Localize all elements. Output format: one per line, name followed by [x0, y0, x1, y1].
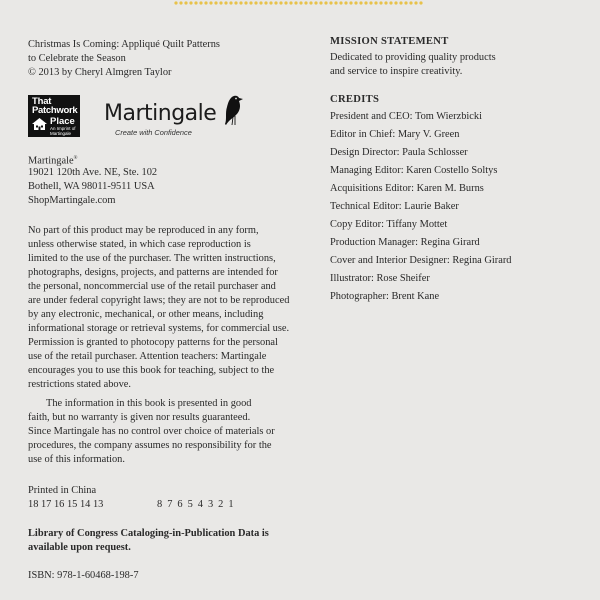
- legal-line: restrictions stated above.: [28, 379, 132, 390]
- legal-line: Permission is granted to photocopy patterns for the personal: [28, 337, 278, 348]
- legal-line: unless otherwise stated, in which case reproduction is: [28, 239, 251, 250]
- disclaimer-line: Since Martingale has no control over choice of materials or: [28, 426, 275, 437]
- credit-item: Design Director: Paula Schlosser: [330, 147, 468, 158]
- legal-line: No part of this product may be reproduced in any form,: [28, 225, 259, 236]
- legal-line: informational storage or retrieval systems, for commercial use.: [28, 323, 290, 334]
- printing-numbers: 8 7 6 5 4 3 2 1: [157, 499, 235, 510]
- legal-line: use of the retail purchaser. Attention teachers: Martingale: [28, 351, 267, 362]
- credit-item: Editor in Chief: Mary V. Green: [330, 129, 460, 140]
- disclaimer-line: use of this information.: [28, 454, 125, 465]
- martingale-logo-tagline: Create with Confidence: [115, 128, 192, 137]
- city-address: Bothell, WA 98011-9511 USA: [28, 181, 155, 192]
- legal-line: by any electronic, mechanical, or other means, including: [28, 309, 264, 320]
- website-link[interactable]: ShopMartingale.com: [28, 195, 116, 206]
- patchwork-logo-line-3: Place: [50, 116, 75, 127]
- isbn: ISBN: 978-1-60468-198-7: [28, 570, 139, 581]
- patchwork-logo-tagline: An Imprint of Martingale: [50, 126, 76, 136]
- credit-item: Copy Editor: Tiffany Mottet: [330, 219, 448, 230]
- legal-line: encourages you to use this book for teaching, subject to the: [28, 365, 275, 376]
- patchwork-logo-line-2: Patchwork: [32, 105, 78, 116]
- legal-line: limited to the use of the purchaser. The written instructions,: [28, 253, 276, 264]
- legal-line: photographs, designs, projects, and patterns are intended for: [28, 267, 278, 278]
- mission-line-1: Dedicated to providing quality products: [330, 52, 496, 63]
- legal-line: are under federal copyright laws; they are not to be reproduced: [28, 295, 290, 306]
- credit-item: Technical Editor: Laurie Baker: [330, 201, 459, 212]
- credit-item: Acquisitions Editor: Karen M. Burns: [330, 183, 484, 194]
- credit-item: Production Manager: Regina Girard: [330, 237, 480, 248]
- disclaimer-line: procedures, the company assumes no responsibility for the: [28, 440, 272, 451]
- credit-item: Managing Editor: Karen Costello Soltys: [330, 165, 498, 176]
- street-address: 19021 120th Ave. NE, Ste. 102: [28, 167, 158, 178]
- loc-line-2: available upon request.: [28, 542, 131, 553]
- mission-line-2: and service to inspire creativity.: [330, 66, 463, 77]
- decorative-dotted-border: [0, 0, 600, 8]
- house-icon: [31, 117, 48, 131]
- book-title-line-2: to Celebrate the Season: [28, 53, 126, 64]
- publisher-name: Martingale: [28, 155, 74, 167]
- credit-item: President and CEO: Tom Wierzbicki: [330, 111, 482, 122]
- credits-heading: CREDITS: [330, 94, 380, 105]
- disclaimer-line: faith, but no warranty is given nor results guaranteed.: [28, 412, 251, 423]
- bird-icon: [222, 94, 248, 128]
- that-patchwork-place-logo: [28, 95, 80, 137]
- patchwork-logo-line-1: That: [32, 96, 52, 107]
- loc-line-1: Library of Congress Cataloging-in-Publication Data is: [28, 528, 269, 539]
- print-years: 18 17 16 15 14 13: [28, 499, 104, 510]
- copyright-notice: © 2013 by Cheryl Almgren Taylor: [28, 67, 172, 78]
- legal-line: the personal, noncommercial use of the retail purchaser and: [28, 281, 276, 292]
- credit-item: Cover and Interior Designer: Regina Girard: [330, 255, 512, 266]
- disclaimer-line: The information in this book is presented in good: [46, 398, 252, 409]
- registered-mark: ®: [73, 156, 78, 161]
- credit-item: Photographer: Brent Kane: [330, 291, 440, 302]
- martingale-logo-wordmark: Martingale: [104, 101, 217, 126]
- book-title-line-1: Christmas Is Coming: Appliqué Quilt Patterns: [28, 39, 220, 50]
- mission-heading: MISSION STATEMENT: [330, 36, 449, 47]
- credit-item: Illustrator: Rose Sheifer: [330, 273, 430, 284]
- printed-in: Printed in China: [28, 485, 97, 496]
